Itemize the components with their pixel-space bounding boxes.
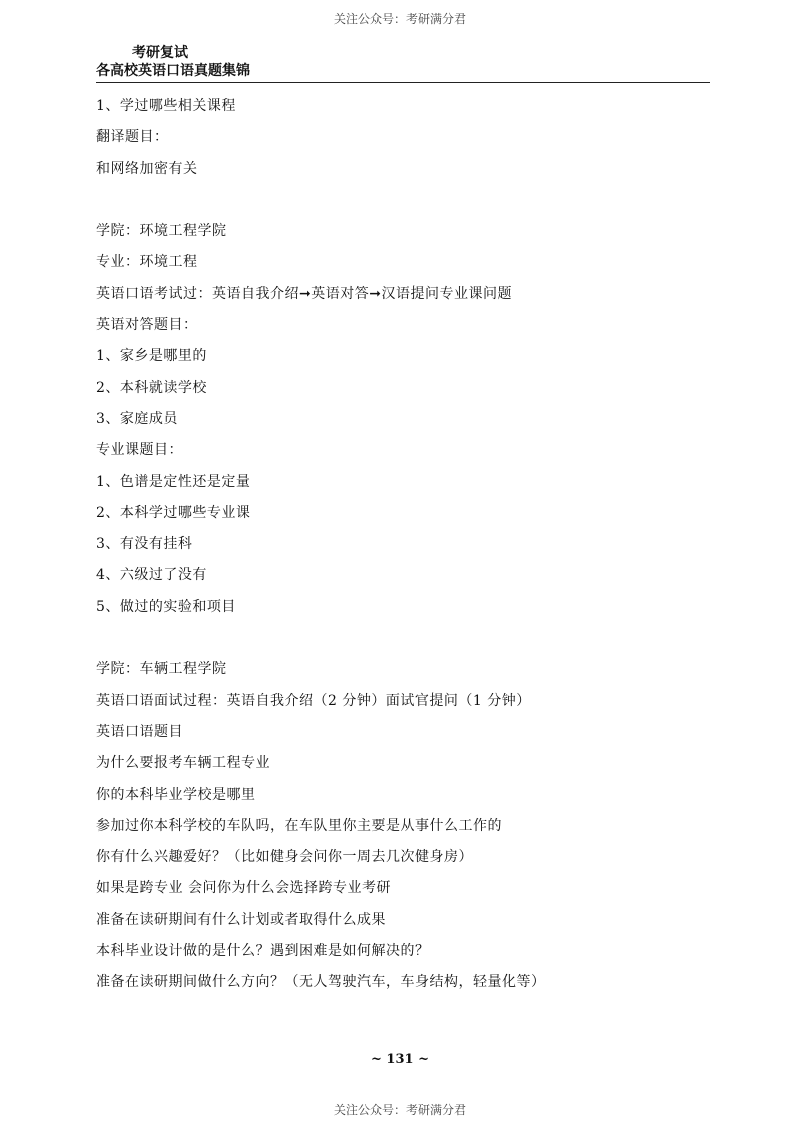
text-line: 学院：车辆工程学院 xyxy=(96,661,227,678)
text-line: 参加过你本科学校的车队吗，在车队里你主要是从事什么工作的 xyxy=(96,817,502,834)
text-line: 2、本科学过哪些专业课 xyxy=(96,504,251,521)
header-subtitle: 各高校英语口语真题集锦 xyxy=(96,63,250,79)
text-line: 本科毕业设计做的是什么？遇到困难是如何解决的？ xyxy=(96,943,430,960)
text-line: 专业课题目： xyxy=(96,442,183,459)
text-line: 3、家庭成员 xyxy=(96,410,178,427)
blank-line xyxy=(96,188,710,219)
text-line: 和网络加密有关 xyxy=(96,160,198,177)
text-line: 你的本科毕业学校是哪里 xyxy=(96,786,256,803)
page-number: ~ 131 ~ xyxy=(371,1052,429,1067)
text-line: 你有什么兴趣爱好？（比如健身会问你一周去几次健身房） xyxy=(96,849,473,866)
document-body xyxy=(96,94,710,1002)
text-line: 3、有没有挂科 xyxy=(96,536,193,553)
text-line: 专业：环境工程 xyxy=(96,254,198,271)
header-title: 考研复试 xyxy=(132,45,188,61)
text-line: 2、本科就读学校 xyxy=(96,379,207,396)
text-line: 4、六级过了没有 xyxy=(96,567,207,584)
text-line: 5、做过的实验和项目 xyxy=(96,598,236,615)
text-line: 英语口语题目 xyxy=(96,723,183,740)
header-rule xyxy=(96,82,710,83)
text-line: 如果是跨专业 会问你为什么会选择跨专业考研 xyxy=(96,880,391,897)
watermark-bottom: 关注公众号：考研满分君 xyxy=(333,1103,466,1117)
text-line: 准备在读研期间有什么计划或者取得什么成果 xyxy=(96,911,386,928)
page-header xyxy=(96,44,710,80)
text-line: 1、学过哪些相关课程 xyxy=(96,98,236,114)
text-line: 学院：环境工程学院 xyxy=(96,223,227,240)
text-line: 英语口语面试过程：英语自我介绍（2 分钟）面试官提问（1 分钟） xyxy=(96,692,531,709)
text-line: 1、色谱是定性还是定量 xyxy=(96,473,251,490)
text-line: 1、家乡是哪里的 xyxy=(96,348,207,365)
text-line: 英语对答题目： xyxy=(96,317,198,334)
blank-line xyxy=(96,626,710,657)
text-line: 为什么要报考车辆工程专业 xyxy=(96,755,270,772)
text-line: 英语口语考试过：英语自我介绍➞英语对答➞汉语提问专业课问题 xyxy=(96,285,512,302)
text-line: 准备在读研期间做什么方向？（无人驾驶汽车，车身结构，轻量化等） xyxy=(96,974,546,991)
text-line: 翻译题目： xyxy=(96,129,169,146)
watermark-top: 关注公众号：考研满分君 xyxy=(333,12,466,26)
